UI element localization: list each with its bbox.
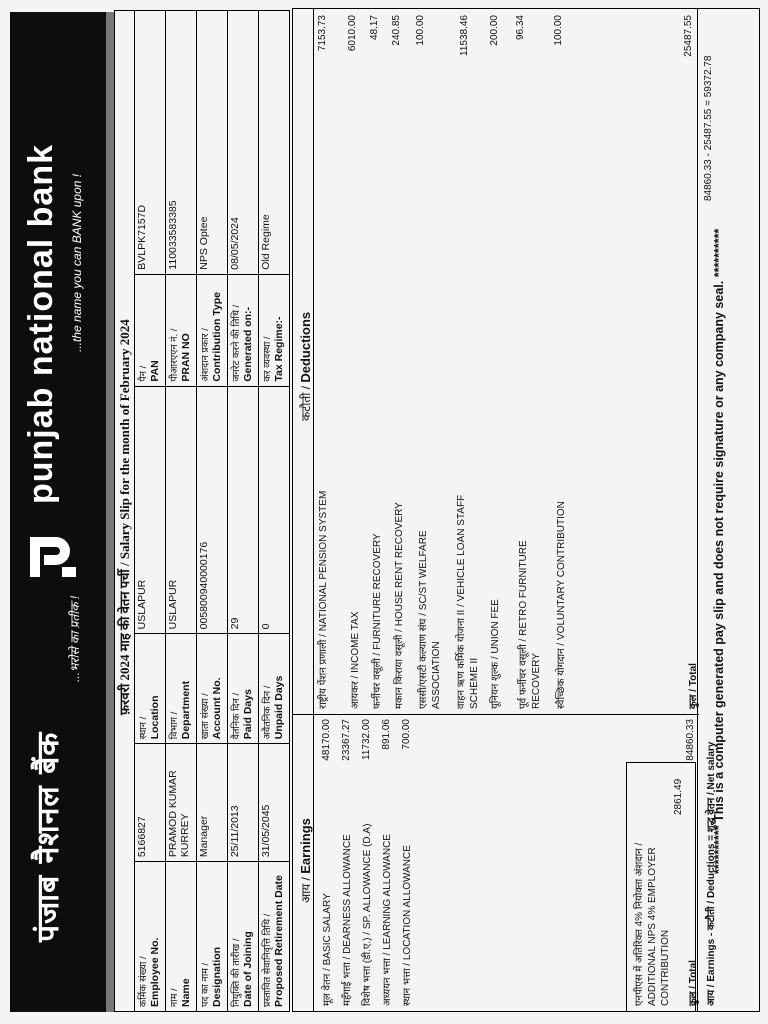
deduction-value: 48.17 (369, 15, 380, 41)
deduction-label: स्वैच्छिक योगदान / VOLUNTARY CONTRIBUTION (556, 501, 567, 709)
net-salary-label: आय / Earnings - कटौती / Deductions = शुद्ध वेतन / Net salary (706, 741, 717, 1006)
info-row (135, 11, 166, 1012)
pan-label: पैन / PAN (135, 274, 166, 386)
earning-value: 48170.00 (321, 719, 332, 761)
deduction-value: 11538.46 (459, 15, 470, 56)
deduction-label: यूनियन शुल्क / UNION FEE (490, 599, 501, 709)
slip-title-row (114, 10, 135, 1012)
location-label: स्थान / Location (135, 634, 166, 744)
doj-value: 25/11/2013 (228, 744, 259, 862)
info-row (166, 11, 197, 1012)
emp-no-value: 5166827 (135, 744, 166, 862)
pran-value: 110033583385 (166, 11, 197, 275)
earning-label: स्थान भत्ता / LOCATION ALLOWANCE (402, 845, 413, 1006)
contribution-type-label: अंशदान प्रकार / Contribution Type (197, 274, 228, 386)
net-salary-formula: 84860.33 - 25487.55 = 59372.78 (703, 55, 714, 201)
tax-regime-label: कर व्यवस्था / Tax Regime:- (259, 274, 290, 386)
emp-no-label: कर्मिक संख्या / Employee No. (135, 862, 166, 1012)
earning-value: 23367.27 (341, 719, 352, 761)
footer-note: ********** This is a computer generated pay slip and does not require signature or any company seal. ********** (712, 228, 726, 874)
nps-employer-box (626, 762, 696, 1012)
name-label: नाम / Name (166, 862, 197, 1012)
deduction-value: 6010.00 (347, 15, 358, 52)
deduction-value: 100.00 (553, 15, 564, 46)
slip-title: फ़रवरी 2024 माह की वेतन पर्ची / Salary Slip for the month of February 2024 (117, 319, 132, 715)
deduction-label: राष्ट्रीय पेंशन प्रणाली / NATIONAL PENSION SYSTEM (318, 490, 329, 709)
info-row (259, 11, 290, 1012)
designation-value: Manager (197, 744, 228, 862)
pnb-logo-icon (22, 527, 82, 587)
header-stripe (106, 12, 114, 1012)
deduction-label: मकान किराया वसूली / HOUSE RENT RECOVERY (394, 502, 405, 709)
earning-value: 891.06 (381, 719, 392, 750)
unpaid-days-value: 0 (259, 386, 290, 634)
earning-value: 700.00 (401, 719, 412, 750)
deduction-label: एससी/एसटी कल्याण संघ / SC/ST WELFARE ASSOCIATION (418, 530, 442, 709)
unpaid-days-label: अवैतनिक दिन / Unpaid Days (259, 634, 290, 744)
earning-label: अध्ययन भत्ता / LEARNING ALLOWANCE (382, 834, 393, 1006)
info-row (228, 11, 259, 1012)
deduction-label: फर्नीचर वसूली / FURNITURE RECOVERY (372, 533, 383, 709)
retirement-value: 31/05/2045 (259, 744, 290, 862)
nps-employer-value: 2861.49 (673, 778, 684, 815)
generated-on-label: जनरेट करने की तिथि / Generated on:- (228, 274, 259, 386)
bank-header (10, 12, 106, 1012)
deduction-value: 200.00 (489, 15, 500, 46)
deduction-value: 100.00 (415, 15, 426, 46)
earning-label: महँगाई भत्ता / DEARNESS ALLOWANCE (342, 834, 353, 1006)
deduction-value: 240.85 (391, 15, 402, 46)
deduction-label: वाहन ऋण कर्मिक योजना II / VEHICLE LOAN STAFF SCHEME II (456, 494, 480, 709)
department-value: USLAPUR (166, 386, 197, 634)
employee-info-table (134, 10, 290, 1012)
designation-label: पद का नाम / Designation (197, 862, 228, 1012)
account-label: खाता संख्या / Account No. (197, 634, 228, 744)
pran-label: पीआरएएन नं. / PRAN NO (166, 274, 197, 386)
hindi-tagline: ...भरोसे का प्रतीक ! (68, 595, 82, 682)
deductions-total-label: कुल / Total (688, 663, 699, 709)
english-tagline: ...the name you can BANK upon ! (70, 173, 84, 352)
deduction-value: 7153.73 (317, 15, 328, 52)
generated-on-value: 08/05/2024 (228, 11, 259, 275)
earning-label: मूल वेतन / BASIC SALARY (322, 893, 333, 1006)
hindi-bank-name: पंजाब नैशनल बैंक (31, 731, 66, 942)
location-value: USLAPUR (135, 386, 166, 634)
column-divider (293, 714, 699, 715)
deduction-label: पूर्व फर्नीचर वसूली / RETRO FURNITURE RECOVERY (518, 540, 542, 709)
deduction-label: आयकर / INCOME TAX (350, 611, 361, 709)
pan-value: BVLPK7157D (135, 11, 166, 275)
doj-label: नियुक्ति की तारीख / Date of Joining (228, 862, 259, 1012)
info-row (197, 11, 228, 1012)
earnings-total-label: कुल / Total (688, 960, 699, 1006)
deductions-heading: कटौती / Deductions (298, 311, 313, 421)
account-value: 005800940000176 (197, 386, 228, 634)
deductions-total-value: 25487.55 (683, 15, 694, 57)
deduction-value: 96.34 (515, 15, 526, 41)
earning-label: विशेष भत्ता (डी.ए.) / SP. ALLOWANCE (D.A) (362, 823, 373, 1006)
paid-days-value: 29 (228, 386, 259, 634)
english-bank-name: punjab national bank (22, 143, 60, 504)
retirement-label: प्रस्तावित सेवानिवृत्ति तिथि / Proposed Retirement Date (259, 862, 290, 1012)
earnings-total-value: 84860.33 (685, 719, 696, 761)
tax-regime-value: Old Regime (259, 11, 290, 275)
nps-employer-label: एनपीएस में अतिरिक्त 4% नियोक्ता अंशदान / ADDITIONAL NPS 4% EMPLOYER CONTRIBUTION (634, 842, 671, 1006)
paid-days-label: वैतनिक दिन / Paid Days (228, 634, 259, 744)
contribution-type-value: NPS Optee (197, 11, 228, 275)
department-label: विभाग / Department (166, 634, 197, 744)
earning-value: 11732.00 (361, 719, 372, 760)
total-divider (697, 9, 698, 1011)
earnings-heading: आय / Earnings (298, 818, 313, 903)
name-value: PRAMOD KUMAR KURREY (166, 744, 197, 862)
